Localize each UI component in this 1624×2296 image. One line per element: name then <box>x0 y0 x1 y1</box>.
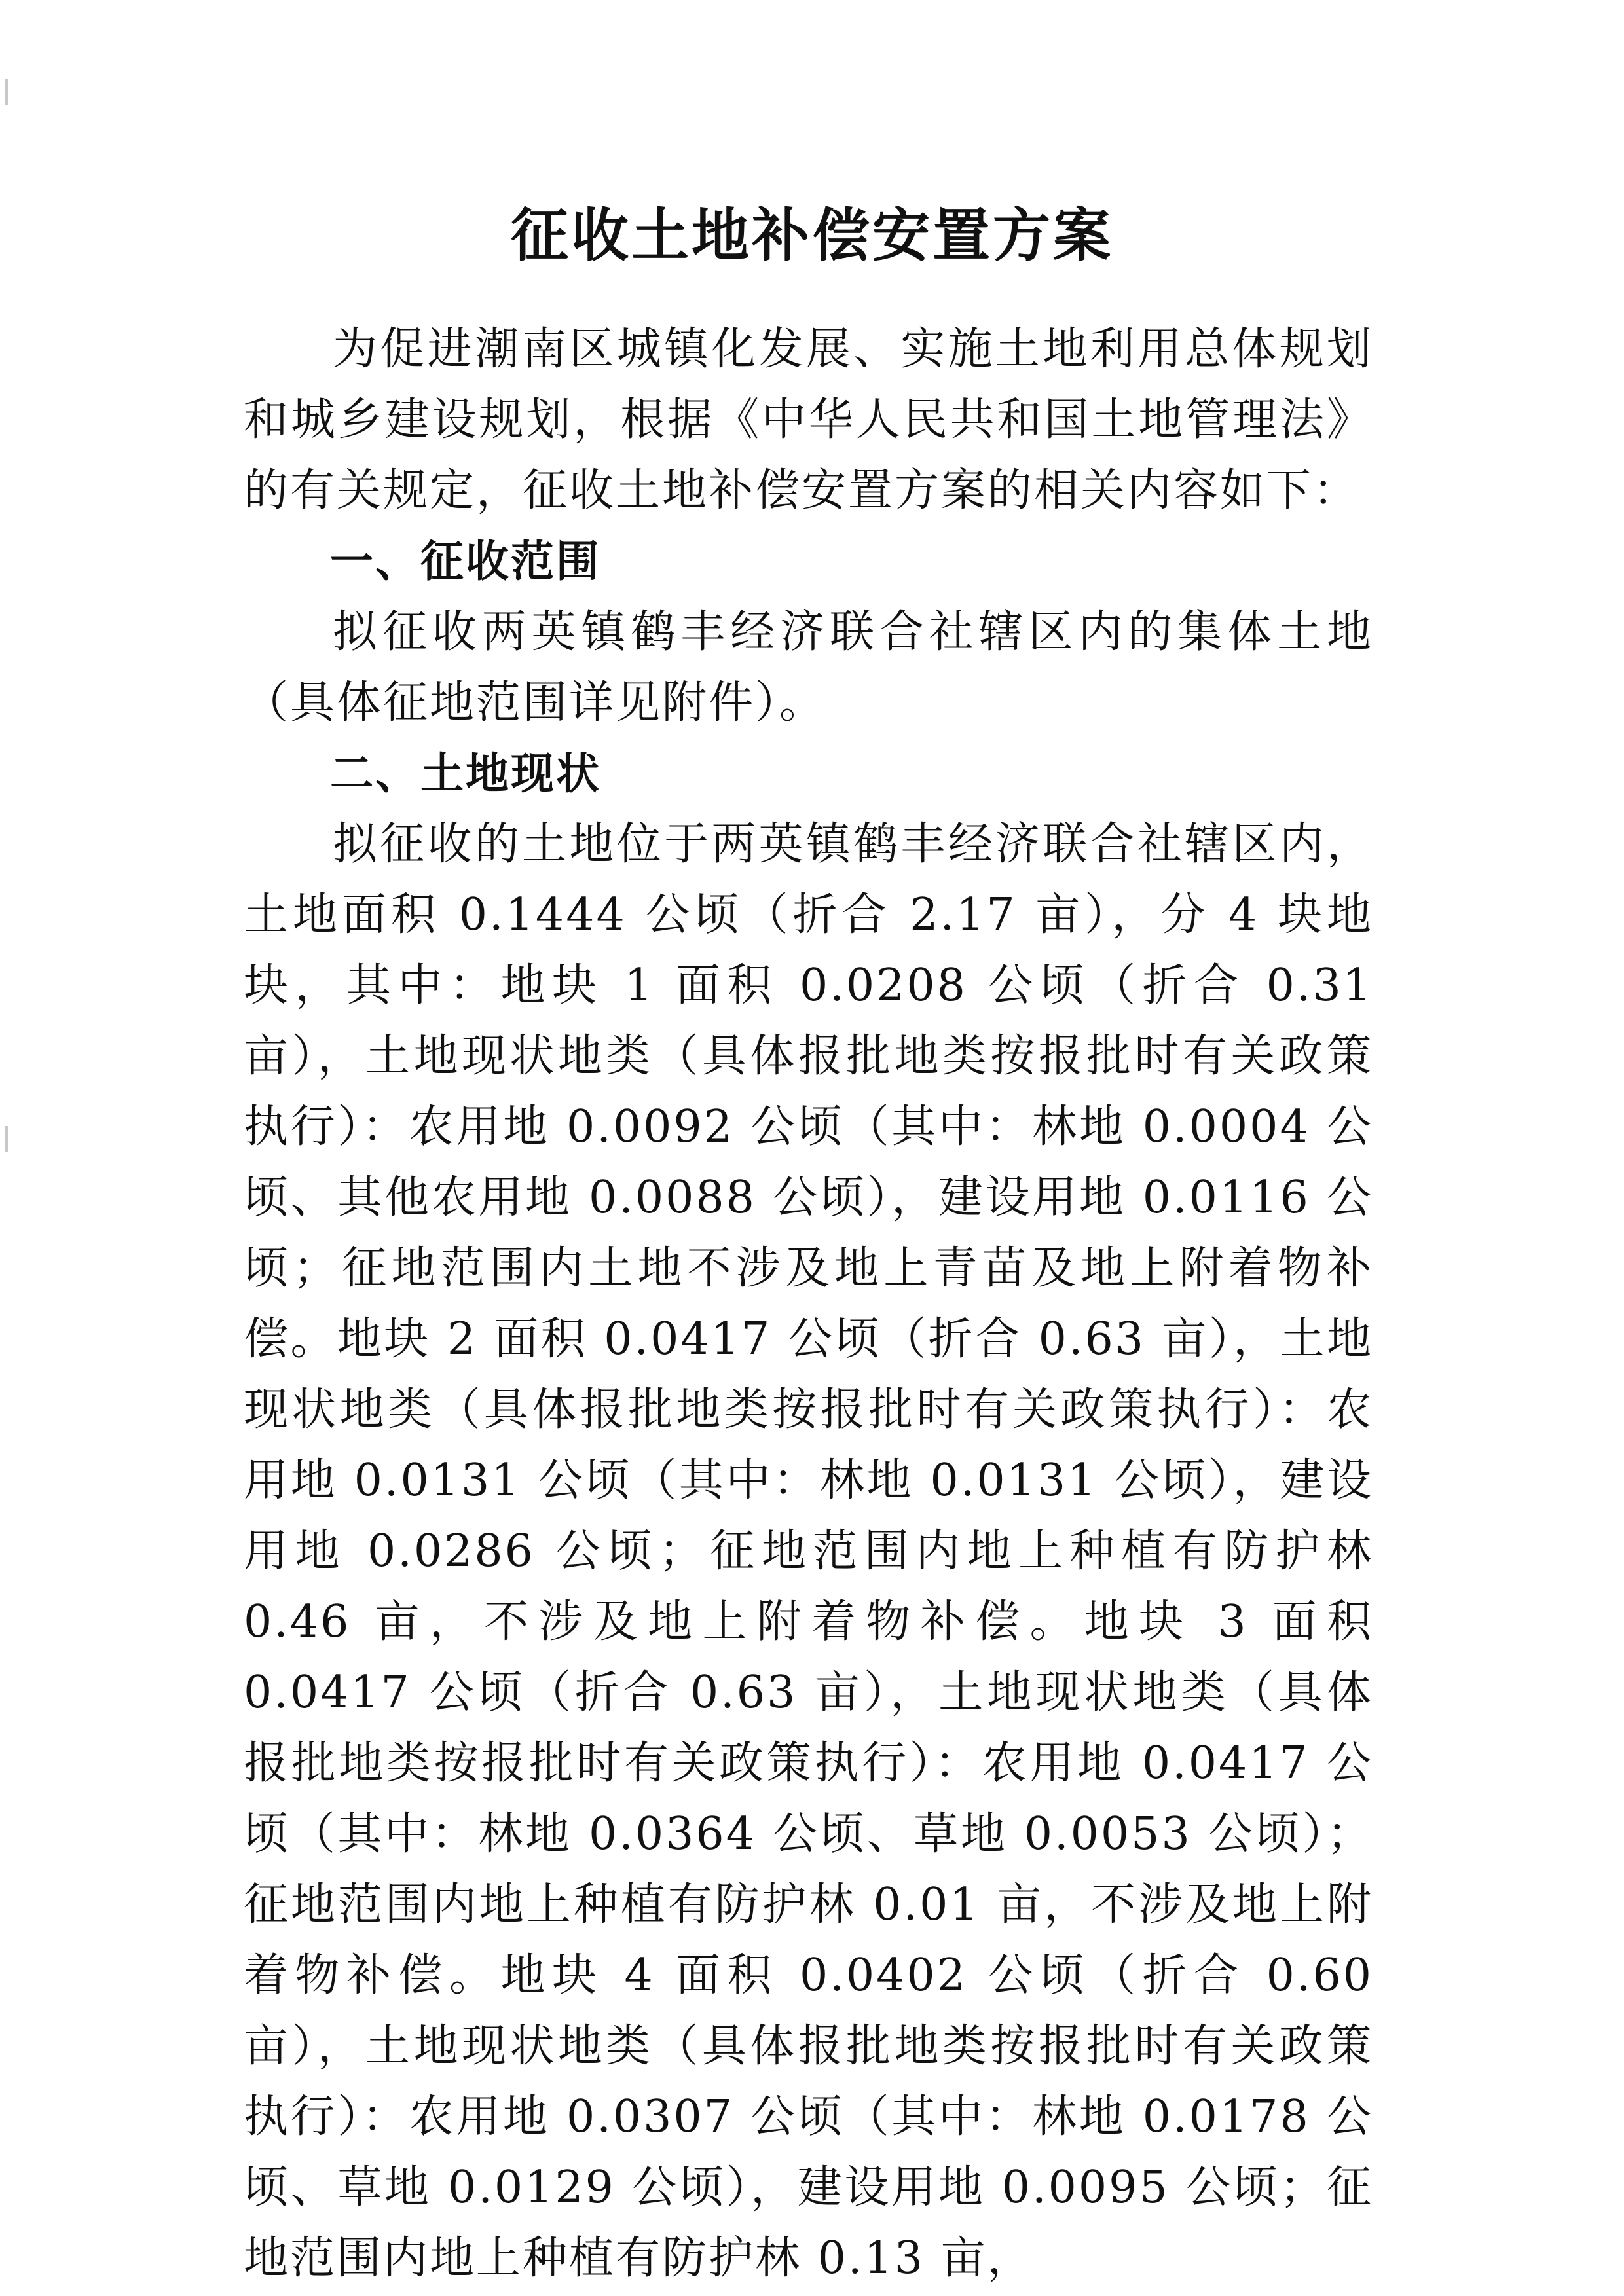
section-heading-land-status: 二、土地现状 <box>330 748 601 799</box>
scan-edge-mark <box>5 1126 8 1152</box>
land-status-paragraph: 拟征收的土地位于两英镇鹤丰经济联合社辖区内，土地面积 0.1444 公顷（折合 2.17 亩），分 4 块地块，其中：地块 1 面积 0.0208 公顷（折合 0.31 亩），土地现状地类（具体报批地类按报批时有关政策执行）：农用地 0.0092 公顷（其中：林地 0.0004 公顷、其他农用地 0.0088 公顷），建设用地 0.0116 公顷；征地范围内土地不涉及地上青苗及地上附着物补偿。地块 2 面积 0.0417 公顷（折合 0.63 亩），土地现状地类（具体报批地类按报批时有关政策执行）：农用地 0.0131 公顷（其中：林地 0.0131 公顷），建设用地 0.0286 公顷；征地范围内地上种植有防护林 0.46 亩，不涉及地上附着物补偿。地块 3 面积 0.0417 公顷（折合 0.63 亩），土地现状地类（具体报批地类按报批时有关政策执行）：农用地 0.0417 公顷（其中：林地 0.0364 公顷、草地 0.0053 公顷）；征地范围内地上种植有防护林 0.01 亩，不涉及地上附着物补偿。地块 4 面积 0.0402 公顷（折合 0.60 亩），土地现状地类（具体报批地类按报批时有关政策执行）：农用地 0.0307 公顷（其中：林地 0.0178 公顷、草地 0.0129 公顷），建设用地 0.0095 公顷；征地范围内地上种植有防护林 0.13 亩， <box>244 818 1373 2284</box>
document-title: 征收土地补偿安置方案 <box>510 202 1113 269</box>
scope-paragraph: 拟征收两英镇鹤丰经济联合社辖区内的集体土地（具体征地范围详见附件）。 <box>244 606 1373 729</box>
scan-edge-mark <box>5 79 8 105</box>
section-heading-scope: 一、征收范围 <box>330 536 601 587</box>
intro-paragraph: 为促进潮南区城镇化发展、实施土地利用总体规划和城乡建设规划，根据《中华人民共和国土地管理法》的有关规定，征收土地补偿安置方案的相关内容如下： <box>244 323 1373 517</box>
document-body <box>244 314 1373 2294</box>
